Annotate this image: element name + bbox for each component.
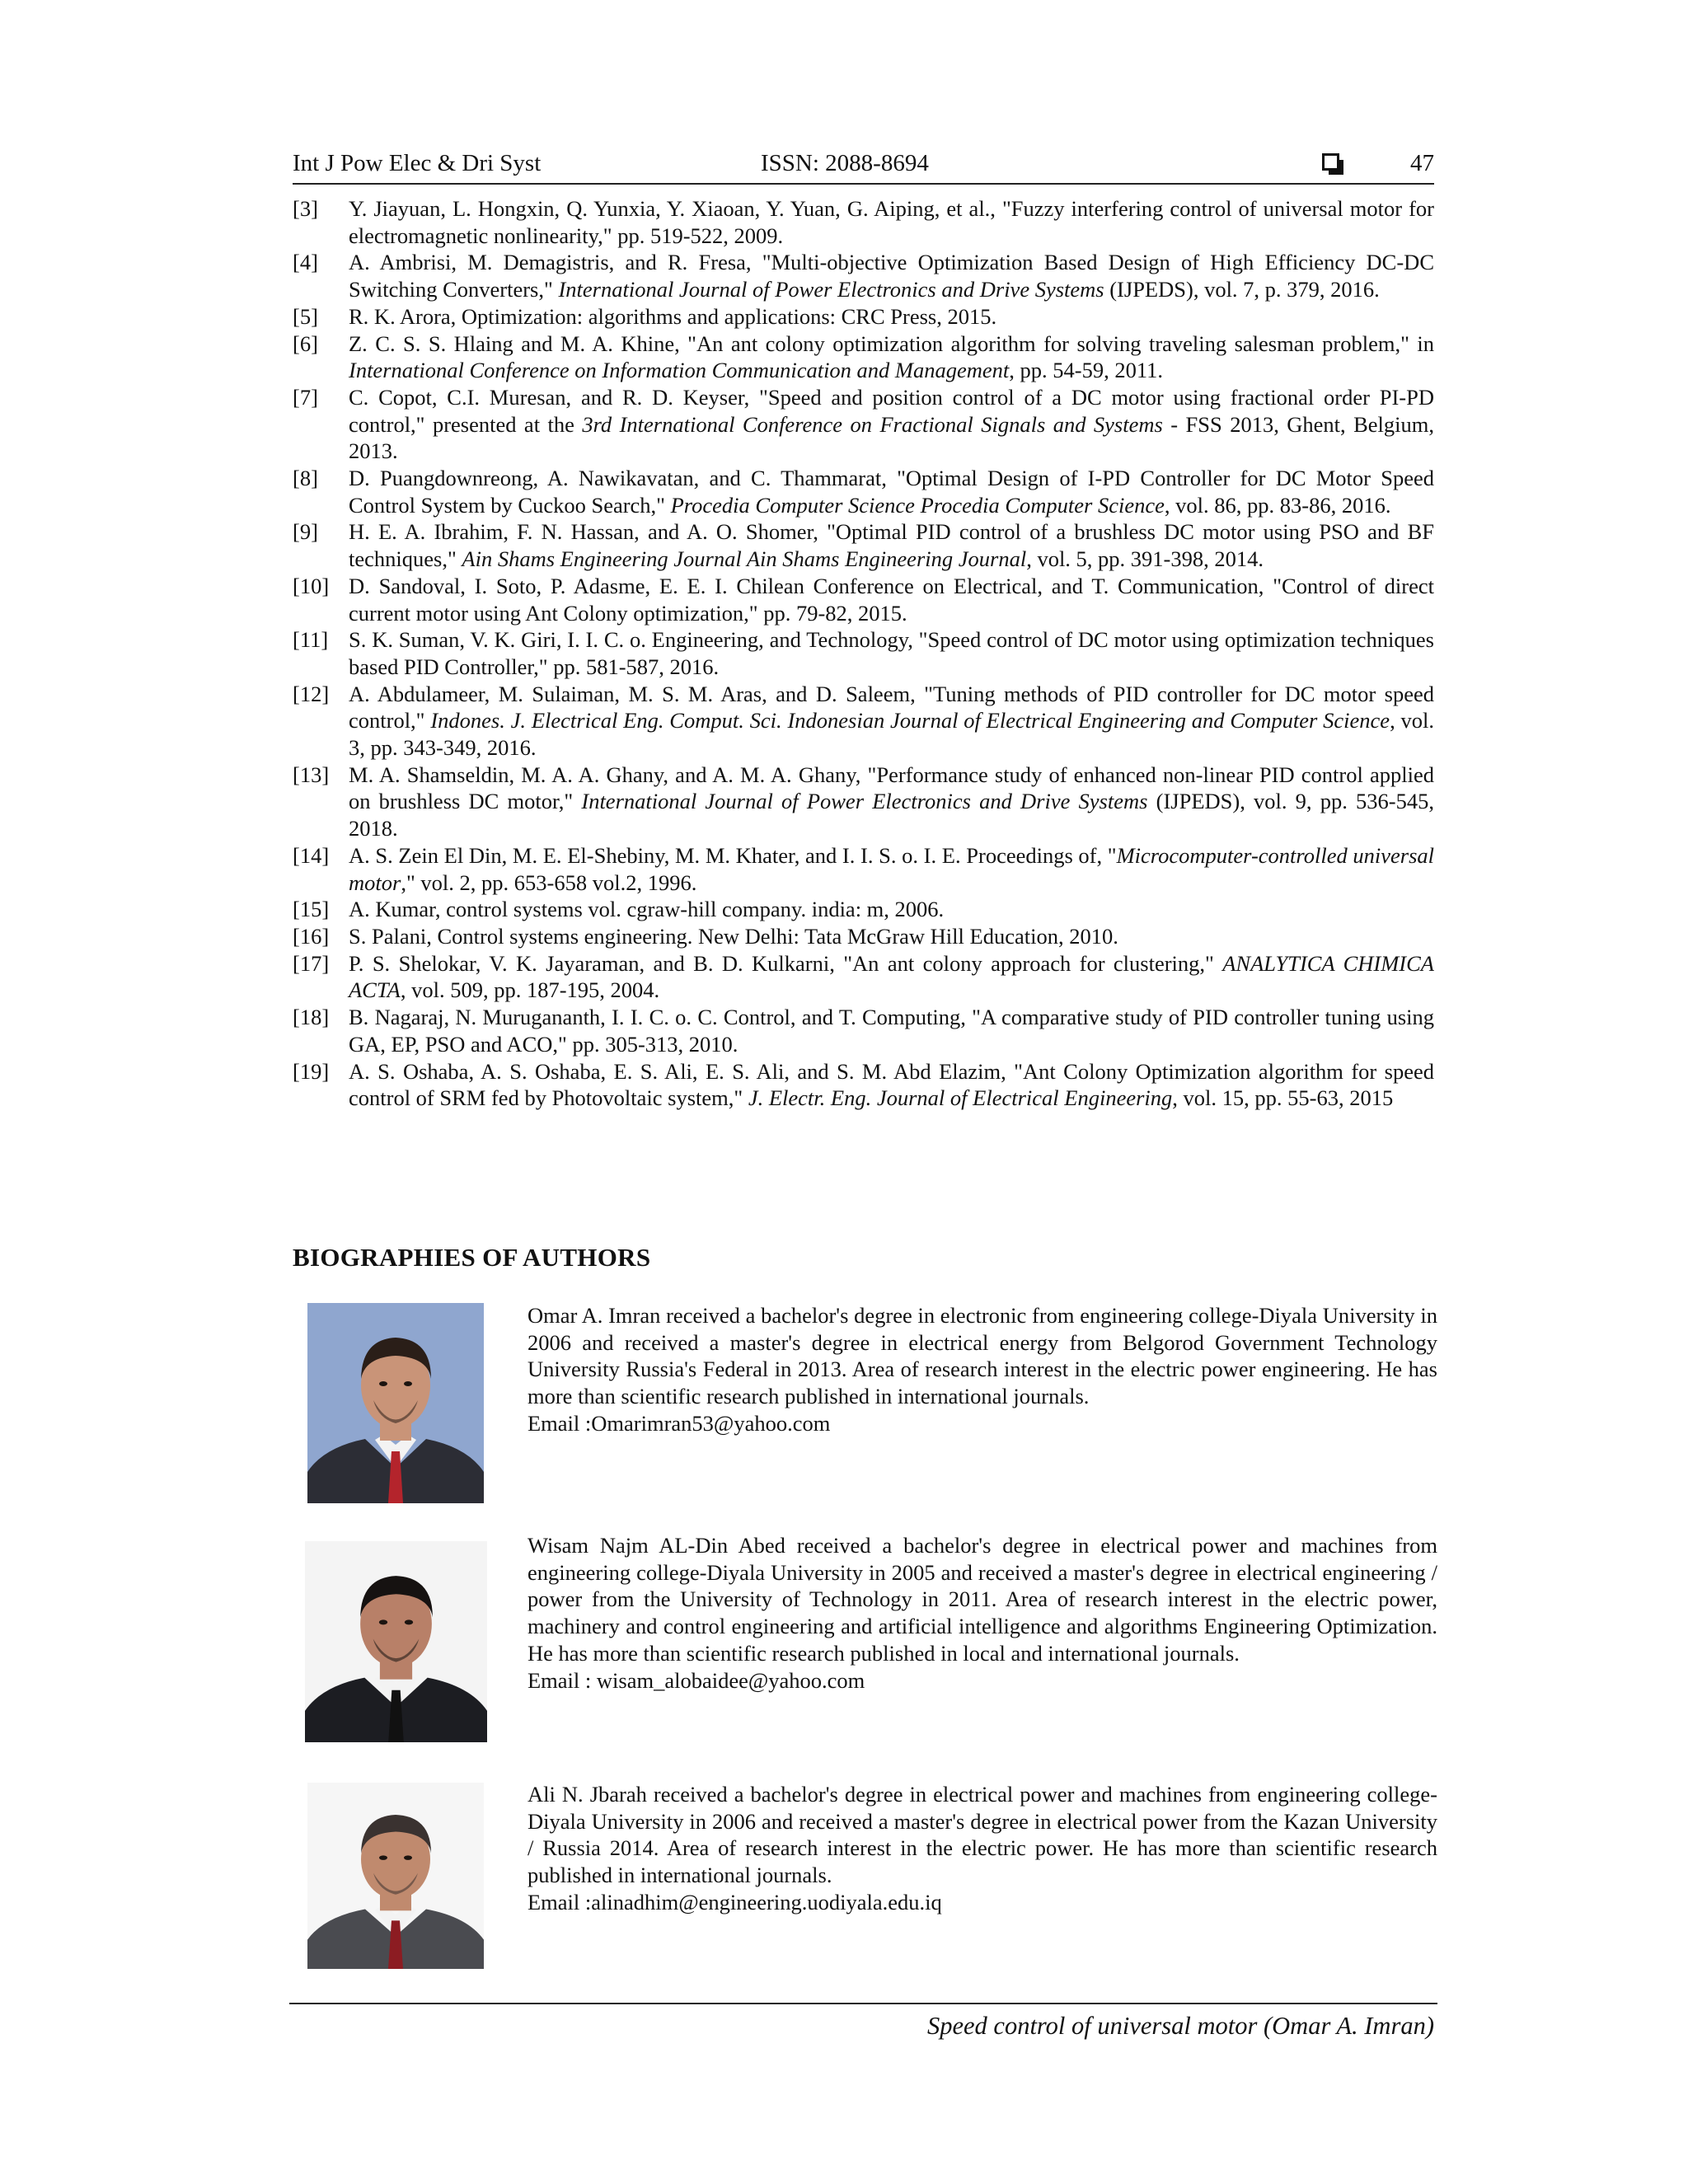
running-footer: Speed control of universal motor (Omar A. Imran) [926,2012,1434,2040]
reference-number: [10] [293,573,330,598]
reference-item [293,681,1434,762]
reference-text [349,1005,1434,1057]
reference-text [349,897,944,921]
author-bio-text: Wisam Najm AL-Din Abed received a bachelor's degree in electrical power and machines from engineering college-Diyala University in 2005 and received a master's degree in electrical engineering / power from the University of Technology in 2011. Area of research interest in the electric power, machinery and control engineering and artificial intelligence and algorithms Engineering Optimization. He has more than scientific research published in local and international journals. [528,1533,1437,1666]
reference-number: [14] [293,842,330,868]
reference-number: [6] [293,330,318,356]
reference-text [349,627,1434,679]
reference-number: [5] [293,303,318,329]
reference-source-title: Indones. J. Electrical Eng. Comput. Sci. Indonesian Journal of Electrical Engineering and Computer Science [430,708,1390,733]
reference-text-part: A. S. Zein El Din, M. E. El-Shebiny, M. M. Khater, and I. I. S. o. I. E. Proceedings of, " [349,842,1117,868]
author-bio-1 [528,1302,1437,1437]
reference-number: [19] [293,1058,330,1084]
reference-text-part: A. Kumar, control systems vol. cgraw-hill company. india: m, 2006. [349,897,945,922]
issn-label: ISSN: 2088-8694 [761,150,929,176]
square-box-icon [1322,153,1339,171]
author-bio-text: Ali N. Jbarah received a bachelor's degree in electrical power and machines from engineering college-Diyala University in 2006 and received a master's degree in electrical power from the Kazan University / Russia 2014. Area of research interest in the electric power. He has more than scientific research published in international journals. [528,1782,1437,1888]
author-email: Email : wisam_alobaidee@yahoo.com [528,1667,865,1693]
page-number: 47 [1410,150,1434,176]
reference-text-part: D. Sandoval, I. Soto, P. Adasme, E. E. I. Chilean Conference on Electrical, and T. Communication, "Control of direct current motor using Ant Colony optimization," pp. 79-82, 2015. [349,573,1434,626]
reference-source-title: 3rd International Conference on Fractional Signals and Systems [582,411,1163,437]
reference-text-part: , pp. 54-59, 2011. [1009,358,1163,383]
reference-text-part: C. Copot, C.I. Muresan, and R. D. Keyser, "Speed and position control of a DC motor using fractional order PI-PD control," presented at the [349,384,1434,437]
reference-text-part: , vol. 15, pp. 55-63, 2015 [1172,1085,1394,1111]
reference-text-part: R. K. Arora, Optimization: algorithms and applications: CRC Press, 2015. [349,303,997,329]
reference-text-part: A. Ambrisi, M. Demagistris, and R. Fresa, "Multi-objective Optimization Based Design of High Efficiency DC-DC Switching Converters," [349,250,1434,302]
reference-text-part: ," vol. 2, pp. 653-658 vol.2, 1996. [401,869,697,895]
reference-text-part: D. Puangdownreong, A. Nawikavatan, and C. Thammarat, "Optimal Design of I-PD Controller for DC Motor Speed Control System by Cuckoo Search," [349,466,1434,518]
reference-text [349,682,1434,760]
reference-source-title: International Journal of Power Electronics and Drive Systems [558,277,1104,302]
reference-text [349,331,1434,383]
reference-list [293,195,1434,1112]
reference-text [349,304,996,329]
reference-item [293,573,1434,626]
reference-item [293,303,1434,330]
reference-number: [13] [293,762,330,787]
reference-text-part: S. Palani, Control systems engineering. New Delhi: Tata McGraw Hill Education, 2010. [349,923,1118,949]
reference-text-part: P. S. Shelokar, V. K. Jayaraman, and B. D. Kulkarni, "An ant colony approach for clustering," [349,950,1223,976]
reference-text-part: S. K. Suman, V. K. Giri, I. I. C. o. Engineering, and Technology, "Speed control of DC motor using optimization techniques based PID Controller," pp. 581-587, 2016. [349,627,1434,679]
reference-text [349,762,1434,841]
reference-item [293,330,1434,384]
reference-text-part: , vol. 86, pp. 83-86, 2016. [1164,492,1391,518]
author-bio-3 [528,1781,1437,1916]
reference-source-title: Microcomputer-controlled universal motor [349,842,1434,895]
reference-number: [18] [293,1005,330,1030]
reference-text [349,466,1434,518]
reference-text-part: (IJPEDS), vol. 9, pp. 536-545, 2018. [349,789,1435,841]
reference-text-part: (IJPEDS), vol. 7, p. 379, 2016. [1104,277,1380,302]
author-photo-2 [305,1541,487,1742]
reference-number: [11] [293,627,329,653]
reference-item [293,249,1434,302]
reference-number: [8] [293,466,318,491]
author-photo-3 [307,1783,484,1969]
author-bio-text: Omar A. Imran received a bachelor's degree in electronic from engineering college-Diyala University in 2006 and received a master's degree in electrical energy from Belgorod Government Technology University Russia's Federal in 2013. Area of research interest in the electric power engineering. He has more than scientific research published in international journals. [528,1303,1437,1409]
reference-text-part: H. E. A. Ibrahim, F. N. Hassan, and A. O. Shomer, "Optimal PID control of a brushless DC motor using PSO and BF techniques," [349,519,1434,572]
reference-number: [15] [293,897,330,922]
reference-source-title: ANALYTICA CHIMICA ACTA [349,950,1434,1003]
reference-item [293,1004,1434,1057]
reference-item [293,465,1434,518]
reference-number: [7] [293,384,318,410]
reference-number: [17] [293,950,330,976]
reference-text-part: B. Nagaraj, N. Murugananth, I. I. C. o. C. Control, and T. Computing, "A comparative study of PID controller tuning using GA, EP, PSO and ACO," pp. 305-313, 2010. [349,1005,1434,1057]
reference-text-part: M. A. Shamseldin, M. A. A. Ghany, and A. M. A. Ghany, "Performance study of enhanced non-linear PID control applied on brushless DC motor," [349,762,1434,814]
reference-item [293,923,1434,950]
reference-text [349,519,1434,571]
reference-text [349,1059,1434,1111]
reference-number: [4] [293,250,318,275]
reference-item [293,950,1434,1004]
reference-text-part: Y. Jiayuan, L. Hongxin, Q. Yunxia, Y. Xiaoan, Y. Yuan, G. Aiping, et al., "Fuzzy interfering control of universal motor for electromagnetic nonlinearity," pp. 519-522, 2009. [349,196,1434,248]
reference-text-part: , vol. 5, pp. 391-398, 2014. [1026,546,1264,572]
reference-number: [3] [293,196,318,221]
reference-source-title: International Conference on Information Communication and Management [349,358,1010,383]
reference-text [349,250,1434,302]
reference-number: [12] [293,681,330,706]
reference-text-part: - FSS 2013, Ghent, Belgium, 2013. [349,411,1435,464]
reference-text [349,843,1434,895]
reference-item [293,896,1434,923]
reference-text [349,924,1118,949]
reference-item [293,384,1434,465]
author-photo-1 [307,1303,484,1503]
biographies-heading: BIOGRAPHIES OF AUTHORS [293,1243,651,1272]
running-header [293,147,1434,185]
journal-name: Int J Pow Elec & Dri Syst [293,150,542,176]
reference-item [293,762,1434,842]
reference-item [293,518,1434,572]
footer-rule [289,2003,1437,2004]
reference-text-part: A. Abdulameer, M. Sulaiman, M. S. M. Aras, and D. Saleem, "Tuning methods of PID controller for DC motor speed control," [349,681,1434,733]
reference-source-title: Ain Shams Engineering Journal Ain Shams Engineering Journal [462,546,1027,572]
reference-text-part: A. S. Oshaba, A. S. Oshaba, E. S. Ali, E. S. Ali, and S. M. Abd Elazim, "Ant Colony Optimization algorithm for speed control of SRM fed by Photovoltaic system," [349,1058,1434,1111]
reference-source-title: International Journal of Power Electronics and Drive Systems [581,789,1148,814]
reference-text [349,574,1434,626]
reference-item [293,842,1434,896]
author-bio-2 [528,1532,1437,1694]
reference-number: [9] [293,519,318,545]
reference-item [293,626,1434,680]
author-email: Email :alinadhim@engineering.uodiyala.edu.iq [528,1889,942,1915]
reference-number: [16] [293,923,330,949]
reference-text [349,951,1434,1003]
reference-text-part: , vol. 3, pp. 343-349, 2016. [349,708,1435,761]
reference-source-title: J. Electr. Eng. Journal of Electrical Engineering [748,1085,1173,1111]
reference-text-part: Z. C. S. S. Hlaing and M. A. Khine, "An ant colony optimization algorithm for solving traveling salesman problem," in [349,330,1434,356]
reference-text-part: , vol. 509, pp. 187-195, 2004. [400,977,660,1003]
reference-item [293,195,1434,249]
reference-item [293,1058,1434,1112]
reference-text [349,196,1434,248]
reference-text [349,385,1434,463]
reference-source-title: Procedia Computer Science Procedia Computer Science [670,492,1165,518]
author-email: Email :Omarimran53@yahoo.com [528,1410,831,1436]
